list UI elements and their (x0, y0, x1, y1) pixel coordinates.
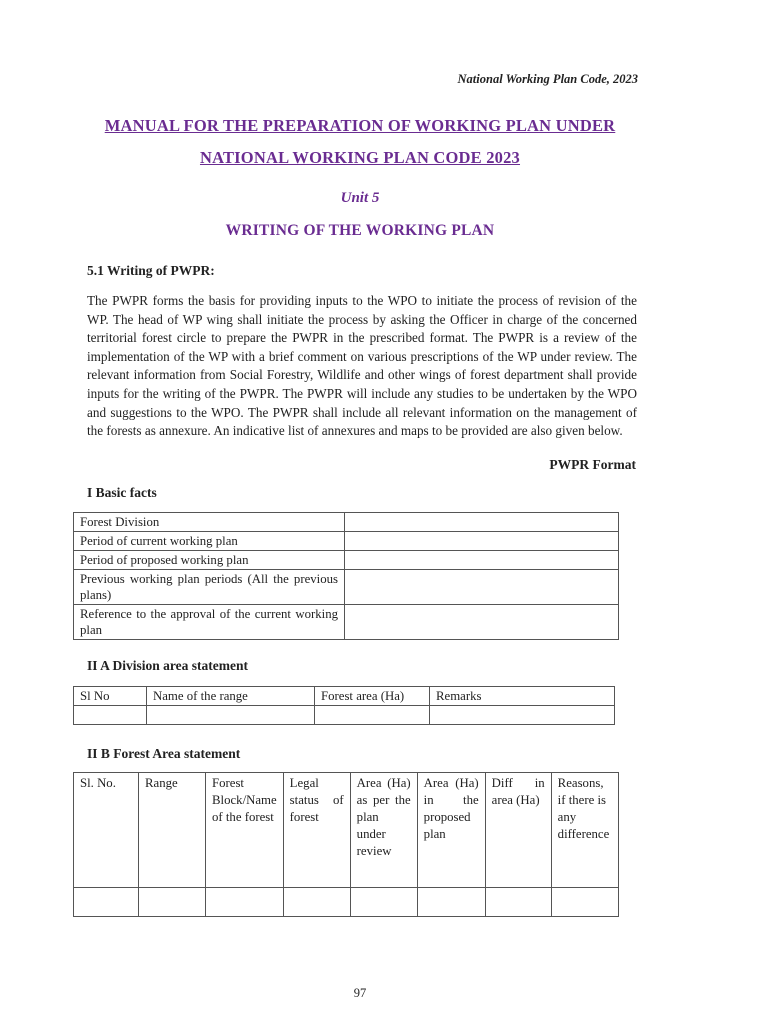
table-cell-label: Period of current working plan (74, 532, 345, 551)
table-row (74, 532, 619, 551)
table-cell (430, 706, 615, 725)
table-cell-label: Reference to the approval of the current working plan (74, 605, 345, 640)
table-cell-label: Period of proposed working plan (74, 551, 345, 570)
basic-facts-heading: I Basic facts (87, 485, 157, 500)
column-header: Name of the range (147, 687, 315, 706)
unit-subtitle: WRITING OF THE WORKING PLAN (225, 222, 495, 239)
section-heading-5-1: 5.1 Writing of PWPR: (87, 263, 215, 278)
forest-area-table (73, 772, 619, 917)
table-cell (315, 706, 430, 725)
pwpr-format-label: PWPR Format (549, 457, 636, 472)
column-header: Forest area (Ha) (315, 687, 430, 706)
page-number: 97 (353, 986, 367, 1000)
column-header: Sl. No. (74, 773, 139, 888)
column-header: Range (139, 773, 206, 888)
column-header: Forest Block/Name of the forest (206, 773, 284, 888)
manual-title-line-1: MANUAL FOR THE PREPARATION OF WORKING PLAN UNDER (104, 116, 616, 135)
table-row (74, 605, 619, 640)
running-header: National Working Plan Code, 2023 (457, 72, 638, 86)
table-cell-label: Previous working plan periods (All the previous plans) (74, 570, 345, 605)
table-cell (139, 888, 206, 917)
table-cell (147, 706, 315, 725)
table-cell-value (345, 532, 619, 551)
column-header: Diff in area (Ha) (485, 773, 551, 888)
table-cell (74, 706, 147, 725)
table-row (74, 513, 619, 532)
column-header: Legal status of forest (283, 773, 350, 888)
table-row (74, 551, 619, 570)
table-cell-value (345, 570, 619, 605)
table-cell (350, 888, 417, 917)
table-cell (283, 888, 350, 917)
forest-area-heading: II B Forest Area statement (87, 746, 241, 761)
section-paragraph: The PWPR forms the basis for providing inputs to the WPO to initiate the process of revision of the WP. The head of WP wing shall initiate the process by asking the Officer in charge of the concerned territorial forest circle to prepare the PWPR in the prescribed format. The PWPR is a review of the implementation of the WP with a brief comment on various prescriptions of the WP under review. The relevant information from Social Forestry, Wildlife and other wings of forest department shall provide inputs for the writing of the PWPR. The PWPR will include any studies to be undertaken by the WPO and suggestions to the WPO. The PWPR shall include all relevant information on the management of the forests as annexure. An indicative list of annexures and maps to be provided are also given below. (87, 293, 637, 439)
table-header-row (74, 687, 615, 706)
unit-label: Unit 5 (340, 190, 380, 206)
basic-facts-table (73, 512, 619, 640)
table-row (74, 706, 615, 725)
table-row (74, 570, 619, 605)
manual-title-line-2: NATIONAL WORKING PLAN CODE 2023 (199, 148, 521, 167)
column-header: Area (Ha) as per the plan under review (350, 773, 417, 888)
column-header: Sl No (74, 687, 147, 706)
table-cell (206, 888, 284, 917)
table-cell-value (345, 551, 619, 570)
table-cell-value (345, 513, 619, 532)
division-area-table (73, 686, 615, 725)
division-area-heading: II A Division area statement (87, 658, 248, 673)
column-header: Remarks (430, 687, 615, 706)
table-cell-value (345, 605, 619, 640)
column-header: Area (Ha) in the proposed plan (417, 773, 485, 888)
table-cell (485, 888, 551, 917)
table-cell (551, 888, 618, 917)
column-header: Reasons, if there is any difference (551, 773, 618, 888)
table-cell (417, 888, 485, 917)
table-cell (74, 888, 139, 917)
table-cell-label: Forest Division (74, 513, 345, 532)
table-row (74, 888, 619, 917)
table-header-row (74, 773, 619, 888)
